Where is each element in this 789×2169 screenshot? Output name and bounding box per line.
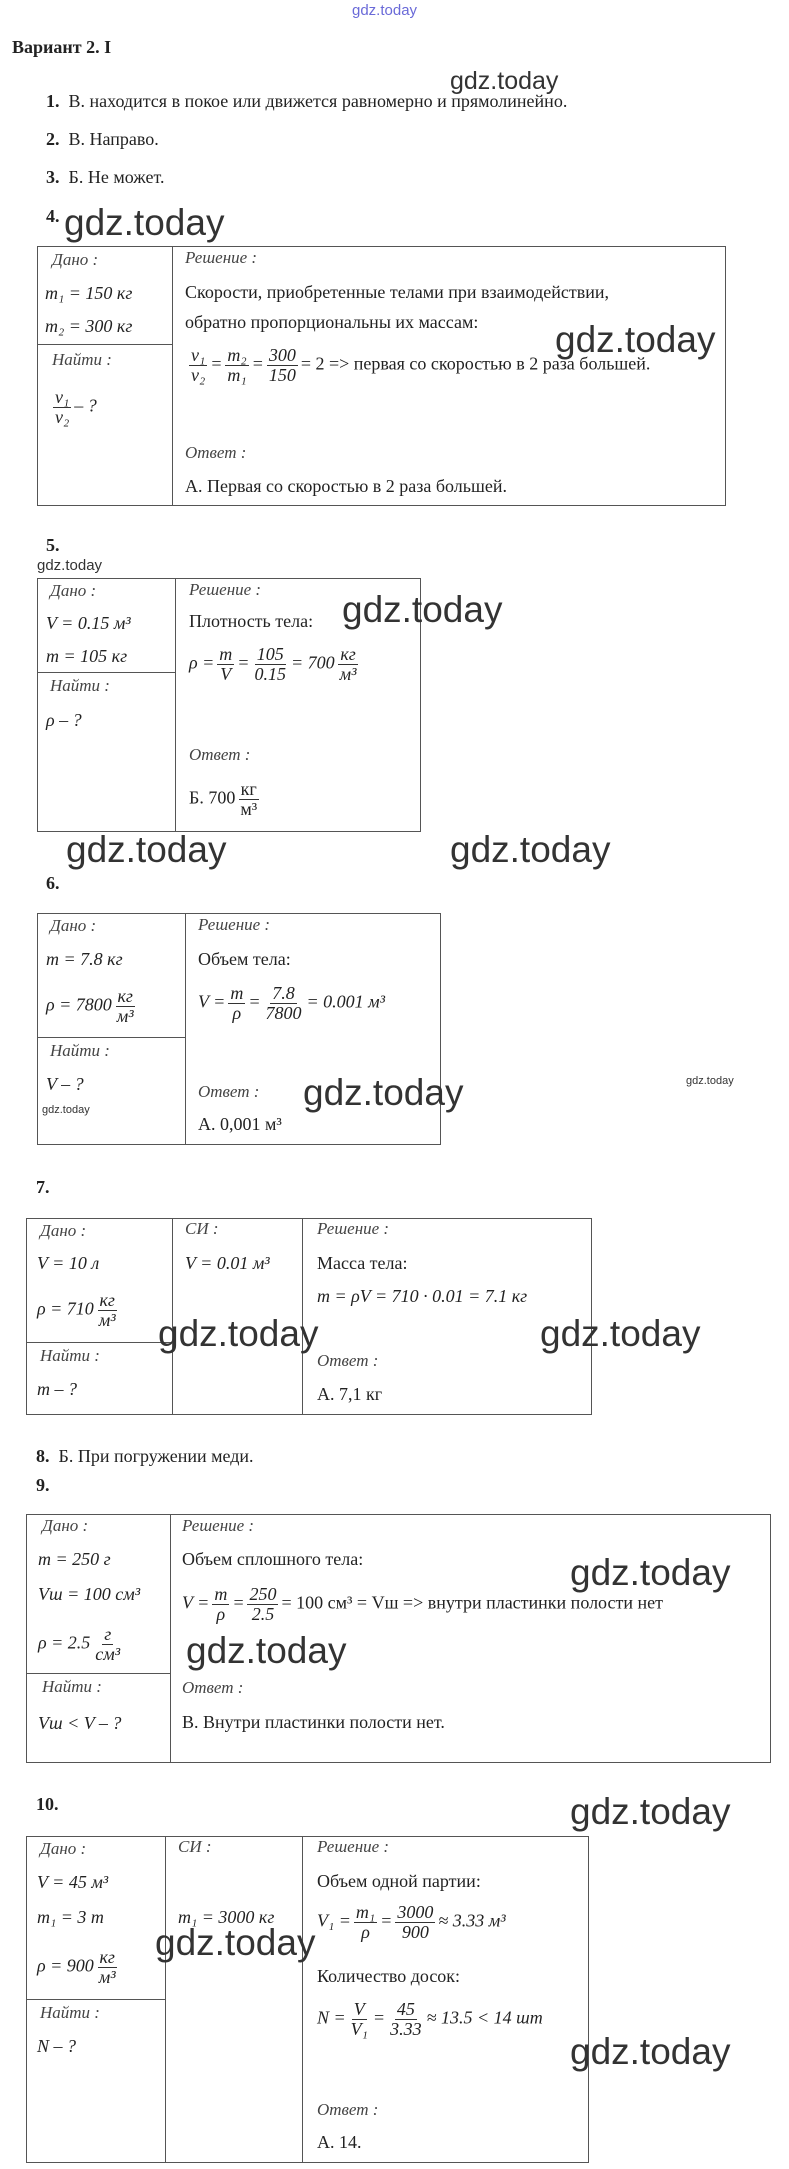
task10-solution-title-1: Объем одной партии: xyxy=(317,1871,481,1891)
task4-solution-line2: обратно пропорциональны их массам: xyxy=(185,312,479,332)
task10-find-label: Найти : xyxy=(40,2003,100,2022)
task7-given-rho: ρ = 710 $\frac{кг}{\text{м³}}$ xyxy=(37,1290,116,1330)
task7-formula: m = ρV = 710 · 0.01 = 7.1 кг xyxy=(317,1286,528,1306)
task9-solution-title: Объем сплошного тела: xyxy=(182,1549,364,1569)
watermark: gdz.today xyxy=(450,829,611,870)
task5-find: ρ – ? xyxy=(46,710,82,730)
task7-solution-label: Решение : xyxy=(317,1219,390,1238)
task6-given-label: Дано : xyxy=(50,916,97,935)
task5-divider-h xyxy=(37,672,176,673)
task5-answer-label: Ответ : xyxy=(189,745,251,764)
task9-solution-label: Решение : xyxy=(182,1516,255,1535)
task9-find: Vш < V – ? xyxy=(38,1713,122,1733)
watermark: gdz.today xyxy=(570,1552,731,1593)
task9-number: 9. xyxy=(36,1475,50,1495)
task7-find-label: Найти : xyxy=(40,1346,100,1365)
task5-find-label: Найти : xyxy=(50,676,110,695)
task7-number: 7. xyxy=(36,1177,50,1197)
task10-formula-1: V₁ = $\frac{\text{m₁}}{\rho}$ = $\frac{3000}{900}$ ≈ 3.33 м³ xyxy=(317,1902,506,1942)
task6-formula: V = $\frac{m}{\rho}$ = $\frac{7.8}{7800}$ = 0.001 м³ xyxy=(198,983,386,1023)
site-logo[interactable]: gdz.today xyxy=(352,2,418,19)
task10-given-label: Дано : xyxy=(40,1839,87,1858)
answer-3: 3. Б. Не может. xyxy=(46,167,165,187)
task7-given-v: V = 10 л xyxy=(37,1253,100,1273)
task6-find: V – ? xyxy=(46,1074,84,1094)
watermark: gdz.today xyxy=(155,1922,316,1963)
task10-answer: А. 14. xyxy=(317,2132,362,2152)
task9-given-v: Vш = 100 см³ xyxy=(38,1584,141,1604)
task10-given-v: V = 45 м³ xyxy=(37,1872,109,1892)
task7-divider-h xyxy=(26,1342,173,1343)
task5-solution-label: Решение : xyxy=(189,580,262,599)
task10-given-m: m₁ = 3 т xyxy=(37,1907,104,1927)
task4-divider-h xyxy=(37,344,173,345)
watermark: gdz.today xyxy=(42,1104,90,1116)
task6-given-rho: ρ = 7800 $\frac{кг}{\text{м³}}$ xyxy=(46,986,134,1026)
watermark: gdz.today xyxy=(37,557,103,574)
task5-answer: Б. 700 $\frac{кг}{\text{м³}}$ xyxy=(189,779,258,819)
watermark: gdz.today xyxy=(64,202,225,243)
task4-given-label: Дано : xyxy=(52,250,99,269)
task7-given-label: Дано : xyxy=(40,1221,87,1240)
watermark: gdz.today xyxy=(303,1072,464,1113)
watermark: gdz.today xyxy=(555,319,716,360)
task7-si-value: V = 0.01 м³ xyxy=(185,1253,270,1273)
task9-find-label: Найти : xyxy=(42,1677,102,1696)
task7-solution-title: Масса тела: xyxy=(317,1253,408,1273)
task4-find-label: Найти : xyxy=(52,350,112,369)
task4-formula: $\frac{\text{v₁}}{\text{v₂}}$ = $\frac{\text{m₂}}{\text{m₁}}$ = $\frac{300}{150}$ = 2 => первая со скоростью в 2 раза большей. xyxy=(191,345,651,385)
watermark: gdz.today xyxy=(186,1630,347,1671)
watermark: gdz.today xyxy=(158,1313,319,1354)
watermark: gdz.today xyxy=(570,2031,731,2072)
task10-si-label: СИ : xyxy=(178,1837,212,1856)
task6-solution-label: Решение : xyxy=(198,915,271,934)
task6-answer: А. 0,001 м³ xyxy=(198,1114,282,1134)
task4-solution-label: Решение : xyxy=(185,248,258,267)
answer-2: 2. В. Направо. xyxy=(46,129,159,149)
watermark: gdz.today xyxy=(540,1313,701,1354)
task10-formula-2: N = $\frac{V}{\text{V₁}}$ = $\frac{45}{3.33}$ ≈ 13.5 < 14 шт xyxy=(317,1999,543,2039)
task10-solution-title-2: Количество досок: xyxy=(317,1966,461,1986)
watermark: gdz.today xyxy=(570,1791,731,1832)
task6-divider-h xyxy=(37,1037,186,1038)
task5-given-2: m = 105 кг xyxy=(46,646,128,666)
task4-answer-label: Ответ : xyxy=(185,443,247,462)
task4-given-2: m₂ = 300 кг xyxy=(45,316,133,336)
task4-answer: А. Первая со скоростью в 2 раза большей. xyxy=(185,476,507,496)
task7-find: m – ? xyxy=(37,1379,77,1399)
task10-given-rho: ρ = 900 $\frac{кг}{\text{м³}}$ xyxy=(37,1947,116,1987)
task7-si-label: СИ : xyxy=(185,1219,219,1238)
task10-number: 10. xyxy=(36,1794,59,1814)
task4-find: $\frac{\text{v₁}}{\text{v₂}}$ – ? xyxy=(55,387,97,427)
task9-divider-h xyxy=(26,1673,171,1674)
answer-8: 8. Б. При погружении меди. xyxy=(36,1446,254,1466)
task9-answer-label: Ответ : xyxy=(182,1678,244,1697)
task6-find-label: Найти : xyxy=(50,1041,110,1060)
task4-solution-line1: Скорости, приобретенные телами при взаимодействии, xyxy=(185,282,610,302)
watermark: gdz.today xyxy=(450,67,559,95)
task6-number: 6. xyxy=(46,873,60,893)
task4-given-1: m₁ = 150 кг xyxy=(45,283,133,303)
task5-divider xyxy=(175,578,176,832)
watermark: gdz.today xyxy=(66,829,227,870)
task10-answer-label: Ответ : xyxy=(317,2100,379,2119)
task6-answer-label: Ответ : xyxy=(198,1082,260,1101)
task10-find: N – ? xyxy=(37,2036,77,2056)
task4-divider xyxy=(172,246,173,506)
answer-1: 1. В. находится в покое или движется равномерно и прямолинейно. xyxy=(46,91,568,111)
watermark: gdz.today xyxy=(686,1075,734,1087)
page-title: Вариант 2. I xyxy=(12,37,112,57)
task6-solution-title: Объем тела: xyxy=(198,949,291,969)
task6-given-m: m = 7.8 кг xyxy=(46,949,123,969)
task9-formula: V = $\frac{m}{\rho}$ = $\frac{250}{2.5}$ = 100 см³ = Vш => внутри пластинки полости нет xyxy=(182,1584,663,1624)
task7-answer-label: Ответ : xyxy=(317,1351,379,1370)
task9-given-m: m = 250 г xyxy=(38,1549,111,1569)
task9-given-label: Дано : xyxy=(42,1516,89,1535)
task5-given-1: V = 0.15 м³ xyxy=(46,613,131,633)
task9-answer: В. Внутри пластинки полости нет. xyxy=(182,1712,445,1732)
task10-divider-h xyxy=(26,1999,166,2000)
task9-given-rho: ρ = 2.5 $\frac{г}{\text{см³}}$ xyxy=(38,1624,121,1664)
task10-divider-2 xyxy=(302,1836,303,2163)
task5-solution-title: Плотность тела: xyxy=(189,611,314,631)
task5-number: 5. xyxy=(46,535,60,555)
task6-divider xyxy=(185,913,186,1145)
task10-si-value: m₁ = 3000 кг xyxy=(178,1907,275,1927)
task4-number: 4. xyxy=(46,206,60,226)
watermark: gdz.today xyxy=(342,589,503,630)
task5-given-label: Дано : xyxy=(50,581,97,600)
task9-divider xyxy=(170,1514,171,1763)
task7-answer: А. 7,1 кг xyxy=(317,1384,383,1404)
task10-solution-label: Решение : xyxy=(317,1837,390,1856)
task5-formula: ρ = $\frac{m}{V}$ = $\frac{105}{0.15}$ = 700 $\frac{кг}{\text{м³}}$ xyxy=(189,644,357,684)
